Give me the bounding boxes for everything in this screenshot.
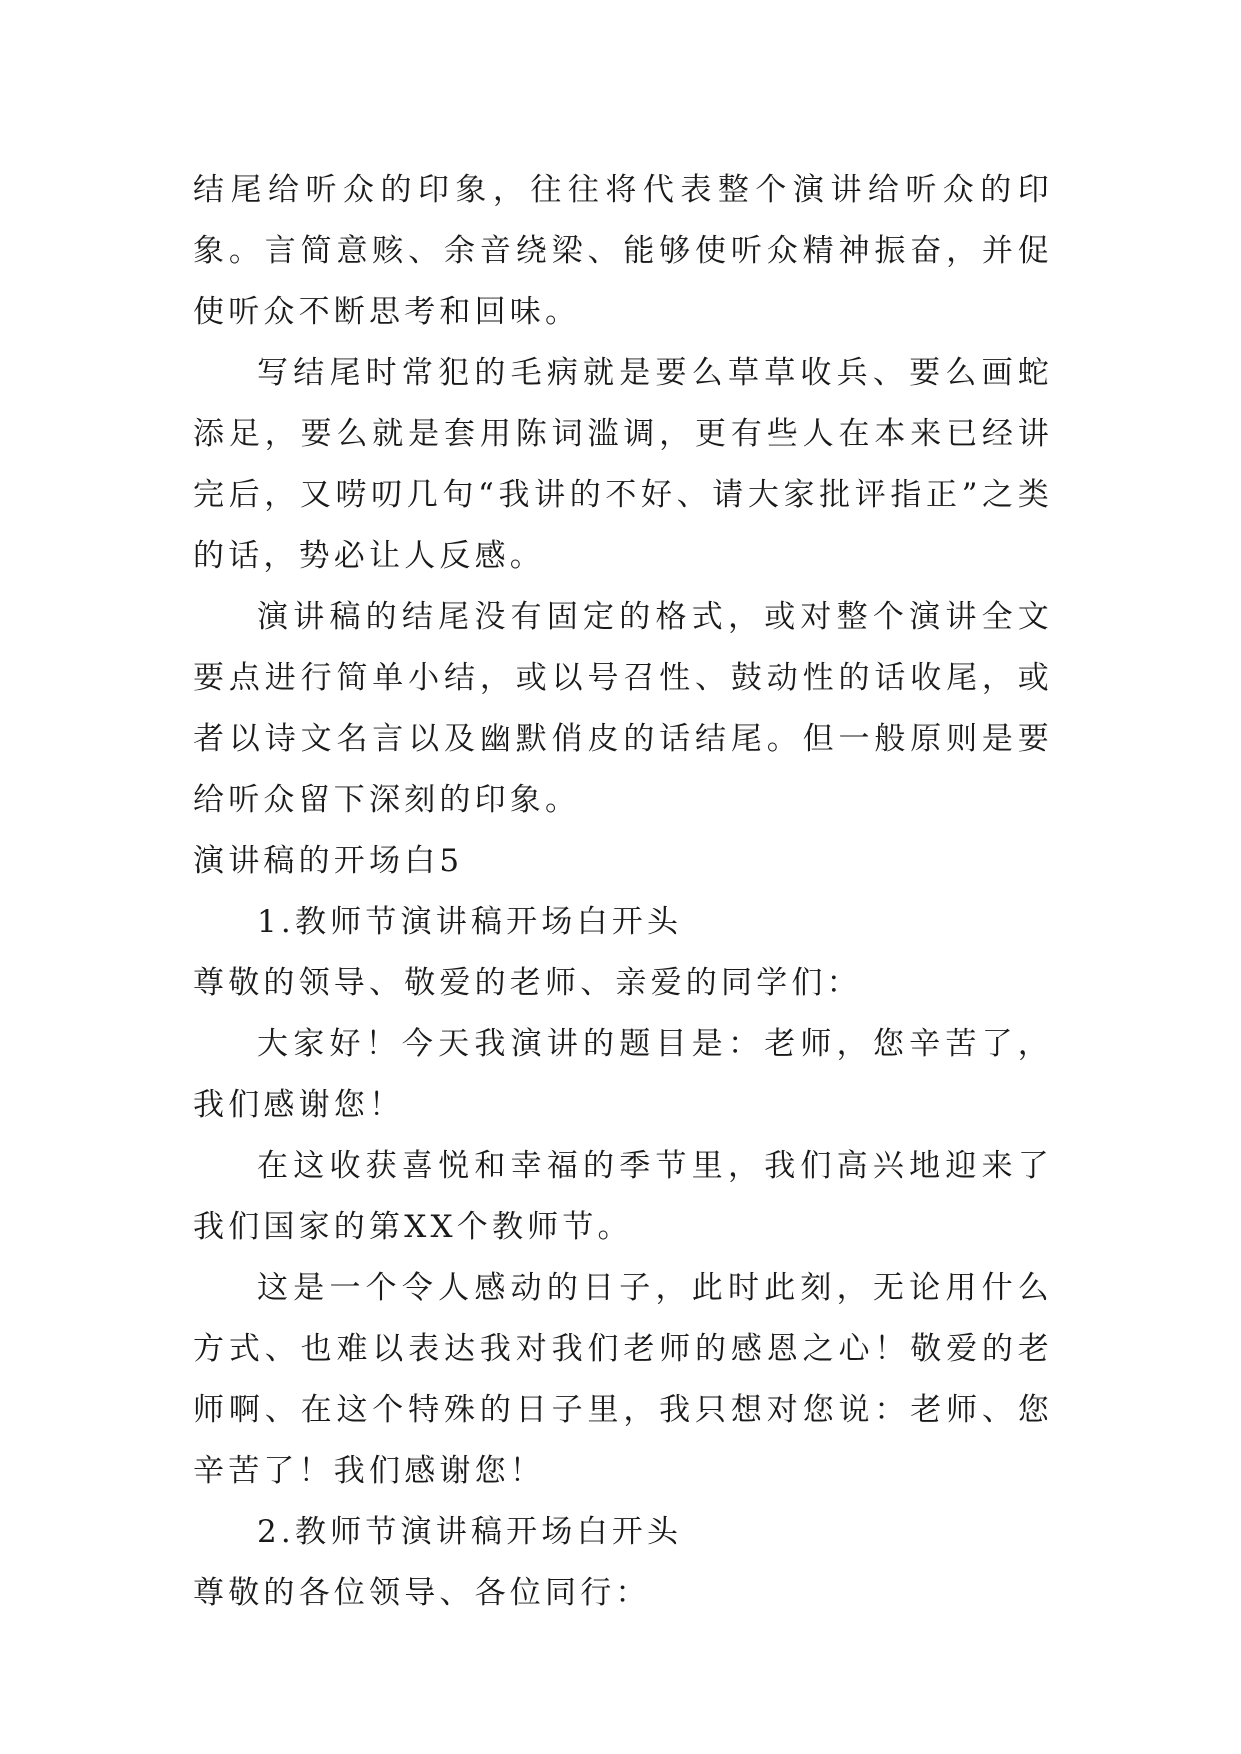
paragraph-common-ending-mistakes: 写结尾时常犯的毛病就是要么草草收兵、要么画蛇添足，要么就是套用陈词滥调，更有些人在本来已经讲完后，又唠叨几句“我讲的不好、请大家批评指正”之类的话，势必让人反感。 [193,355,1053,574]
paragraph-teachers-day: 在这收获喜悦和幸福的季节里，我们高兴地迎来了我们国家的第XX个教师节。 [193,1148,1053,1245]
paragraph-gratitude: 这是一个令人感动的日子，此时此刻，无论用什么方式、也难以表达我对我们老师的感恩之心！敬爱的老师啊、在这个特殊的日子里，我只想对您说：老师、您辛苦了！我们感谢您！ [193,1270,1053,1489]
salutation-1: 尊敬的领导、敬爱的老师、亲爱的同学们： [193,965,862,1001]
paragraph-greeting: 大家好！今天我演讲的题目是：老师，您辛苦了，我们感谢您！ [193,1026,1053,1123]
section-heading: 演讲稿的开场白5 [193,843,464,879]
subheading-opening-2: 2.教师节演讲稿开场白开头 [257,1514,683,1550]
salutation-2: 尊敬的各位领导、各位同行： [193,1575,651,1611]
paragraph-speech-ending-impression: 结尾给听众的印象，往往将代表整个演讲给听众的印象。言简意赅、余音绕梁、能够使听众精神振奋，并促使听众不断思考和回味。 [193,172,1053,330]
document-body [193,160,1053,1624]
subheading-opening-1: 1.教师节演讲稿开场白开头 [257,904,683,940]
paragraph-ending-formats: 演讲稿的结尾没有固定的格式，或对整个演讲全文要点进行简单小结，或以号召性、鼓动性的话收尾，或者以诗文名言以及幽默俏皮的话结尾。但一般原则是要给听众留下深刻的印象。 [193,599,1053,818]
